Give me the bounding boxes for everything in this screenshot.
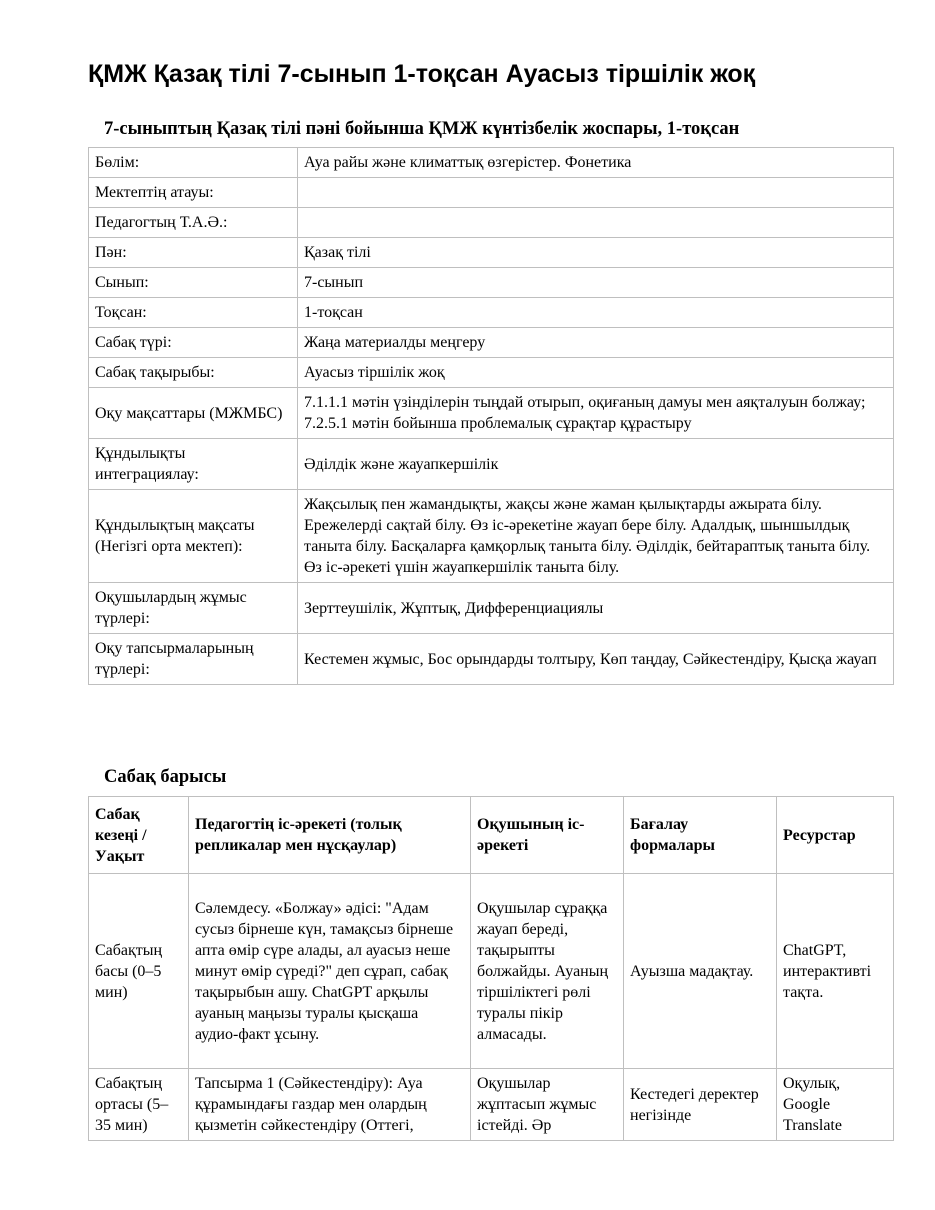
column-header-teacher: Педагогтің іс-әрекеті (толық репликалар мен нұсқаулар) [189,797,471,874]
resources-cell: Оқулық, Google Translate [777,1069,894,1141]
stage-cell: Сабақтың ортасы (5–35 мин) [89,1069,189,1141]
info-label: Тоқсан: [89,298,298,328]
info-label: Мектептің атауы: [89,178,298,208]
table-header-row [89,797,894,874]
assessment-cell: Ауызша мадақтау. [624,874,777,1069]
teacher-cell: Сәлемдесу. «Болжау» әдісі: "Адам сусыз бірнеше күн, тамақсыз бірнеше апта өмір сүре алады, ал ауасыз неше минут өмір сүреді?" деп сұрап, сабақ тақырыбын ашу. ChatGPT арқылы ауаның маңызы туралы қысқаша аудио-факт ұсыну. [189,874,471,1069]
info-label: Оқу мақсаттары (МЖМБС) [89,388,298,439]
info-label: Педагогтың Т.А.Ә.: [89,208,298,238]
info-label: Сабақ тақырыбы: [89,358,298,388]
info-label: Құндылықтың мақсаты (Негізгі орта мектеп): [89,490,298,583]
table-row [89,439,894,490]
table-row [89,298,894,328]
info-value [298,208,894,238]
info-value: Әділдік және жауапкершілік [298,439,894,490]
page-title: ҚМЖ Қазақ тілі 7-сынып 1-тоқсан Ауасыз тіршілік жоқ [88,60,756,88]
info-table [88,147,894,685]
table-row [89,874,894,1069]
column-header-stage: Сабақ кезеңі / Уақыт [89,797,189,874]
info-label: Сабақ түрі: [89,328,298,358]
lesson-table [88,796,894,1141]
assessment-cell: Кестедегі деректер негізінде [624,1069,777,1141]
column-header-student: Оқушының іс-әрекеті [471,797,624,874]
info-value: 7.1.1.1 мәтін үзінділерін тыңдай отырып, оқиғаның дамуы мен аяқталуын болжау; 7.2.5.1 мәтін бойынша проблемалық сұрақтар құрастыру [298,388,894,439]
table-row [89,148,894,178]
table-row [89,238,894,268]
table-row [89,388,894,439]
info-label: Құндылықты интеграциялау: [89,439,298,490]
table-row [89,583,894,634]
info-value: 7-сынып [298,268,894,298]
student-cell: Оқушылар сұраққа жауап береді, тақырыпты болжайды. Ауаның тіршіліктегі рөлі туралы пікір алмасады. [471,874,624,1069]
section-title: Сабақ барысы [104,767,227,787]
table-row [89,1069,894,1141]
table-row [89,328,894,358]
table-row [89,490,894,583]
info-label: Пән: [89,238,298,268]
info-value: Ауа райы және климаттық өзгерістер. Фонетика [298,148,894,178]
column-header-assessment: Бағалау формалары [624,797,777,874]
info-value: Жаңа материалды меңгеру [298,328,894,358]
table-row [89,358,894,388]
stage-cell: Сабақтың басы (0–5 мин) [89,874,189,1069]
teacher-cell: Тапсырма 1 (Сәйкестендіру): Ауа құрамындағы газдар мен олардың қызметін сәйкестендіру (Оттегі, [189,1069,471,1141]
info-label: Сынып: [89,268,298,298]
column-header-resources: Ресурстар [777,797,894,874]
info-value: Зерттеушілік, Жұптық, Дифференциациялы [298,583,894,634]
info-value: Кестемен жұмыс, Бос орындарды толтыру, Көп таңдау, Сәйкестендіру, Қысқа жауап [298,634,894,685]
info-value [298,178,894,208]
info-label: Оқу тапсырмаларының түрлері: [89,634,298,685]
info-label: Бөлім: [89,148,298,178]
table-row [89,178,894,208]
info-value: Ауасыз тіршілік жоқ [298,358,894,388]
info-value: Жақсылық пен жамандықты, жақсы және жаман қылықтарды ажырата білу. Ережелерді сақтай білу. Өз іс-әрекетіне жауап бере білу. Адалдық, шыншылдық таныта білу. Басқаларға қамқорлық таныта білу. Әділдік, бейтараптық таныта білу. Өз іс-әрекеті үшін жауапкершілік таныта білу. [298,490,894,583]
resources-cell: ChatGPT, интерактивті тақта. [777,874,894,1069]
info-value: Қазақ тілі [298,238,894,268]
table-row [89,634,894,685]
info-value: 1-тоқсан [298,298,894,328]
student-cell: Оқушылар жұптасып жұмыс істейді. Әр [471,1069,624,1141]
plan-subtitle: 7-сыныптың Қазақ тілі пәні бойынша ҚМЖ күнтізбелік жоспары, 1-тоқсан [104,119,740,139]
table-row [89,268,894,298]
table-row [89,208,894,238]
info-label: Оқушылардың жұмыс түрлері: [89,583,298,634]
